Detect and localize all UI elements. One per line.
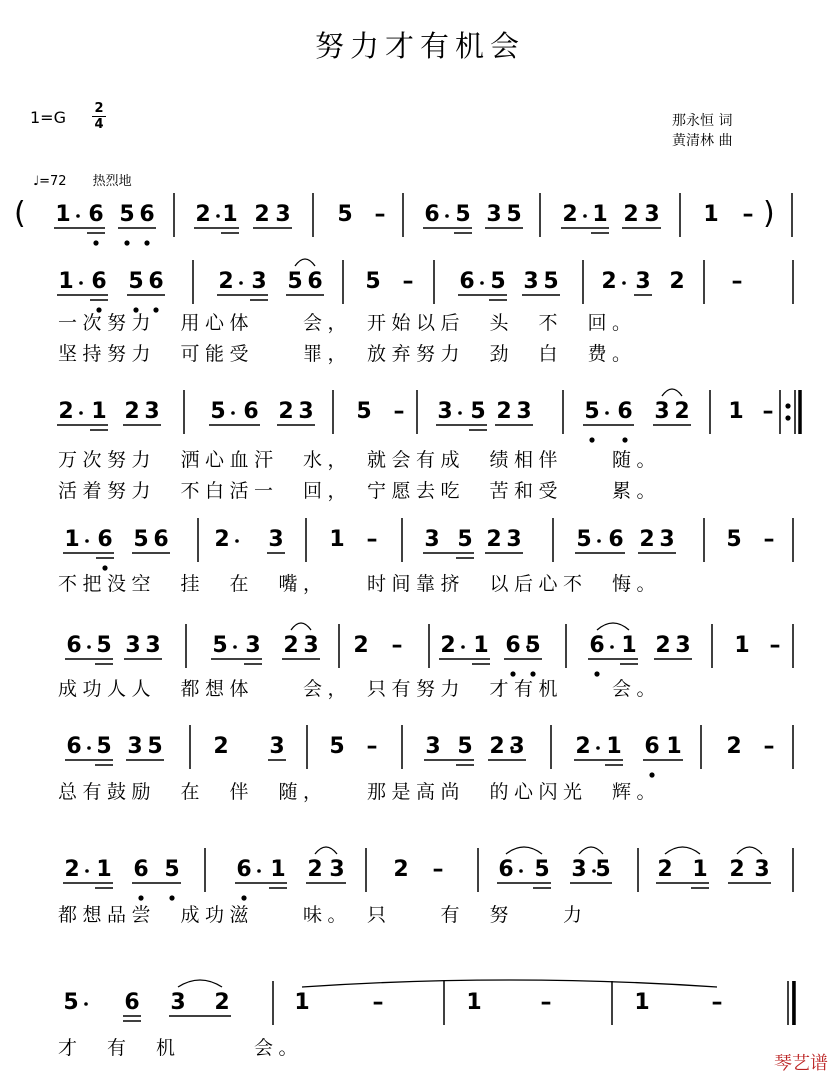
note: 5 xyxy=(63,990,79,1015)
augmentation-dot xyxy=(216,214,220,218)
augmentation-dot xyxy=(239,281,243,285)
note: 1 xyxy=(728,399,744,424)
note: 3 xyxy=(675,633,691,658)
note: 5 xyxy=(534,857,550,882)
lyric-line: 都想品尝 成功滋 味。 只 有 努 力 xyxy=(58,904,588,926)
note: 5 xyxy=(164,857,180,882)
lower-octave-dot xyxy=(649,772,654,777)
note: 3 xyxy=(329,857,345,882)
augmentation-dot xyxy=(235,539,239,543)
augmentation-dot xyxy=(231,411,235,415)
note: 5 xyxy=(726,527,742,552)
composer-credit: 黄清林 曲 xyxy=(672,133,733,149)
note: 6 xyxy=(644,734,660,759)
lower-octave-dot xyxy=(169,895,174,900)
dash-note: – xyxy=(391,633,403,658)
dash-note: – xyxy=(762,399,774,424)
note: 6 xyxy=(617,399,633,424)
note: 6 xyxy=(66,633,82,658)
note: 6 xyxy=(148,269,164,294)
note: 5 xyxy=(584,399,600,424)
note: 1 xyxy=(64,527,80,552)
note: 2 xyxy=(283,633,299,658)
lower-octave-dot xyxy=(589,437,594,442)
augmentation-dot xyxy=(622,281,626,285)
lyric-line: 万次努力 洒心血汗 水， 就会有成 绩相伴 随。 xyxy=(58,449,662,471)
note: 2 xyxy=(562,202,578,227)
note: 6 xyxy=(243,399,259,424)
augmentation-dot xyxy=(233,645,237,649)
note: 2 xyxy=(726,734,742,759)
time-signature-top: 2 xyxy=(94,101,104,116)
lower-octave-dot xyxy=(124,240,129,245)
note: 1 xyxy=(329,527,345,552)
augmentation-dot xyxy=(87,645,91,649)
note: 5 xyxy=(506,202,522,227)
note: 5 xyxy=(356,399,372,424)
slur xyxy=(579,847,603,854)
augmentation-dot xyxy=(458,411,462,415)
note: 6 xyxy=(608,527,624,552)
note: 3 xyxy=(523,269,539,294)
note: 2 xyxy=(496,399,512,424)
augmentation-dot xyxy=(79,411,83,415)
note: 2 xyxy=(674,399,690,424)
note: 2 xyxy=(393,857,409,882)
note: 2 xyxy=(195,202,211,227)
slur xyxy=(295,259,315,266)
dash-note: – xyxy=(372,990,384,1015)
note: 3 xyxy=(644,202,660,227)
note: 2 xyxy=(307,857,323,882)
note: 2 xyxy=(278,399,294,424)
lyricist-credit: 那永恒 词 xyxy=(672,113,733,129)
repeat-paren-open: ( xyxy=(14,196,26,231)
augmentation-dot xyxy=(79,281,83,285)
note: 1 xyxy=(58,269,74,294)
note: 5 xyxy=(457,527,473,552)
note: 3 xyxy=(424,527,440,552)
note: 2 xyxy=(489,734,505,759)
note: 6 xyxy=(97,527,113,552)
note: 6 xyxy=(91,269,107,294)
dash-note: – xyxy=(763,527,775,552)
lyric-line: 一次努力 用心体 会， 开始以后 头 不 回。 xyxy=(58,312,637,334)
note: 1 xyxy=(294,990,310,1015)
lower-octave-dot xyxy=(138,895,143,900)
note: 5 xyxy=(287,269,303,294)
note: 6 xyxy=(88,202,104,227)
augmentation-dot xyxy=(85,539,89,543)
slur xyxy=(315,847,337,854)
note: 5 xyxy=(147,734,163,759)
note: 1 xyxy=(703,202,719,227)
lower-octave-dot xyxy=(594,671,599,676)
note: 3 xyxy=(268,527,284,552)
watermark-logo: 琴艺谱 xyxy=(774,1053,828,1074)
augmentation-dot xyxy=(87,746,91,750)
augmentation-dot xyxy=(597,539,601,543)
page-title: 努力才有机会 xyxy=(314,29,525,63)
note: 3 xyxy=(516,399,532,424)
note: 3 xyxy=(251,269,267,294)
note: 3 xyxy=(437,399,453,424)
note: 6 xyxy=(66,734,82,759)
note: 5 xyxy=(96,734,112,759)
note: 5 xyxy=(133,527,149,552)
note: 6 xyxy=(505,633,521,658)
dash-note: – xyxy=(769,633,781,658)
note: 6 xyxy=(236,857,252,882)
dash-note: – xyxy=(393,399,405,424)
note: 3 xyxy=(127,734,143,759)
note: 1 xyxy=(692,857,708,882)
note: 5 xyxy=(96,633,112,658)
augmentation-dot xyxy=(257,869,261,873)
dash-note: – xyxy=(374,202,386,227)
note: 3 xyxy=(506,527,522,552)
dash-note: – xyxy=(540,990,552,1015)
augmentation-dot xyxy=(610,645,614,649)
note: 6 xyxy=(307,269,323,294)
lyric-line: 成功人人 都想体 会， 只有努力 才有机 会。 xyxy=(58,678,662,700)
note: 5 xyxy=(119,202,135,227)
note: 3 xyxy=(298,399,314,424)
dash-note: – xyxy=(432,857,444,882)
note: 2 xyxy=(214,527,230,552)
note: 2 xyxy=(669,269,685,294)
lower-octave-dot xyxy=(144,240,149,245)
slur xyxy=(597,623,629,630)
augmentation-dot xyxy=(605,411,609,415)
slur xyxy=(665,847,700,854)
note: 2 xyxy=(213,734,229,759)
note: 3 xyxy=(635,269,651,294)
note: 6 xyxy=(459,269,475,294)
note: 5 xyxy=(337,202,353,227)
note: 6 xyxy=(133,857,149,882)
lower-octave-dot xyxy=(530,671,535,676)
note: 1 xyxy=(270,857,286,882)
augmentation-dot xyxy=(461,645,465,649)
note: 5 xyxy=(490,269,506,294)
note: 6 xyxy=(424,202,440,227)
lyric-line: 坚持努力 可能受 罪， 放弃努力 劲 白 费。 xyxy=(58,343,637,365)
slur xyxy=(291,623,311,630)
note: 2 xyxy=(214,990,230,1015)
slur xyxy=(737,847,762,854)
lyric-line: 不把没空 挂 在 嘴， 时间靠挤 以后心不 悔。 xyxy=(58,573,662,595)
note: 5 xyxy=(365,269,381,294)
note: 6 xyxy=(589,633,605,658)
note: 2 xyxy=(218,269,234,294)
note: 1 xyxy=(592,202,608,227)
note: 2 xyxy=(657,857,673,882)
note: 1 xyxy=(666,734,682,759)
slur xyxy=(506,847,542,854)
note: 3 xyxy=(144,399,160,424)
augmentation-dot xyxy=(596,746,600,750)
note: 5 xyxy=(457,734,473,759)
note: 5 xyxy=(128,269,144,294)
note: 1 xyxy=(91,399,107,424)
note: 2 xyxy=(353,633,369,658)
note: 2 xyxy=(729,857,745,882)
note: 2 xyxy=(124,399,140,424)
lower-octave-dot xyxy=(102,565,107,570)
note: 3 xyxy=(754,857,770,882)
augmentation-dot xyxy=(519,869,523,873)
note: 2 xyxy=(623,202,639,227)
note: 2 xyxy=(655,633,671,658)
note: 5 xyxy=(210,399,226,424)
note: 3 xyxy=(145,633,161,658)
note: 6 xyxy=(153,527,169,552)
lower-octave-dot xyxy=(510,671,515,676)
dash-note: – xyxy=(742,202,754,227)
note: 5 xyxy=(455,202,471,227)
lower-octave-dot xyxy=(93,240,98,245)
note: 5 xyxy=(525,633,541,658)
augmentation-dot xyxy=(583,214,587,218)
lower-octave-dot xyxy=(622,437,627,442)
dash-note: – xyxy=(731,269,743,294)
note: 2 xyxy=(254,202,270,227)
note: 2 xyxy=(639,527,655,552)
note: 3 xyxy=(486,202,502,227)
dash-note: – xyxy=(366,734,378,759)
note: 3 xyxy=(654,399,670,424)
dash-note: – xyxy=(402,269,414,294)
augmentation-dot xyxy=(84,1002,88,1006)
note: 2 xyxy=(58,399,74,424)
note: 1 xyxy=(473,633,489,658)
note: 1 xyxy=(466,990,482,1015)
dash-note: – xyxy=(366,527,378,552)
note: 6 xyxy=(139,202,155,227)
dash-note: – xyxy=(711,990,723,1015)
note: 5 xyxy=(212,633,228,658)
slur xyxy=(178,980,222,987)
note: 3 xyxy=(125,633,141,658)
augmentation-dot xyxy=(85,869,89,873)
note: 5 xyxy=(595,857,611,882)
key-signature: 1=G xyxy=(30,108,66,127)
tempo-value: ♩=72 xyxy=(33,174,67,189)
note: 5 xyxy=(329,734,345,759)
note: 3 xyxy=(170,990,186,1015)
augmentation-dot xyxy=(445,214,449,218)
note: 2 xyxy=(575,734,591,759)
note: 3 xyxy=(275,202,291,227)
note: 6 xyxy=(498,857,514,882)
note: 3 xyxy=(303,633,319,658)
note: 2 xyxy=(440,633,456,658)
lyric-line: 才 有 机 会。 xyxy=(58,1037,304,1059)
note: 2 xyxy=(601,269,617,294)
note: 1 xyxy=(222,202,238,227)
repeat-paren-close: ) xyxy=(763,196,775,231)
slur xyxy=(302,980,717,987)
note: 1 xyxy=(606,734,622,759)
note: 1 xyxy=(621,633,637,658)
note: 5 xyxy=(543,269,559,294)
note: 5 xyxy=(470,399,486,424)
note: 3 xyxy=(571,857,587,882)
dash-note: – xyxy=(763,734,775,759)
repeat-dot xyxy=(785,403,790,408)
expression-marking: 热烈地 xyxy=(92,174,132,189)
note: 5 xyxy=(576,527,592,552)
note: 3 xyxy=(509,734,525,759)
note: 6 xyxy=(124,990,140,1015)
note: 1 xyxy=(634,990,650,1015)
note: 3 xyxy=(269,734,285,759)
note: 3 xyxy=(659,527,675,552)
note: 2 xyxy=(64,857,80,882)
note: 1 xyxy=(734,633,750,658)
note: 1 xyxy=(55,202,71,227)
lower-octave-dot xyxy=(241,895,246,900)
time-signature-bottom: 4 xyxy=(94,117,104,132)
lyric-line: 活着努力 不白活一 回， 宁愿去吃 苦和受 累。 xyxy=(58,480,662,502)
repeat-dot xyxy=(785,415,790,420)
lyric-line: 总有鼓励 在 伴 随， 那是高尚 的心闪光 辉。 xyxy=(58,781,662,803)
augmentation-dot xyxy=(76,214,80,218)
note: 3 xyxy=(245,633,261,658)
slur xyxy=(662,389,682,396)
augmentation-dot xyxy=(480,281,484,285)
note: 2 xyxy=(486,527,502,552)
note: 3 xyxy=(425,734,441,759)
note: 1 xyxy=(96,857,112,882)
